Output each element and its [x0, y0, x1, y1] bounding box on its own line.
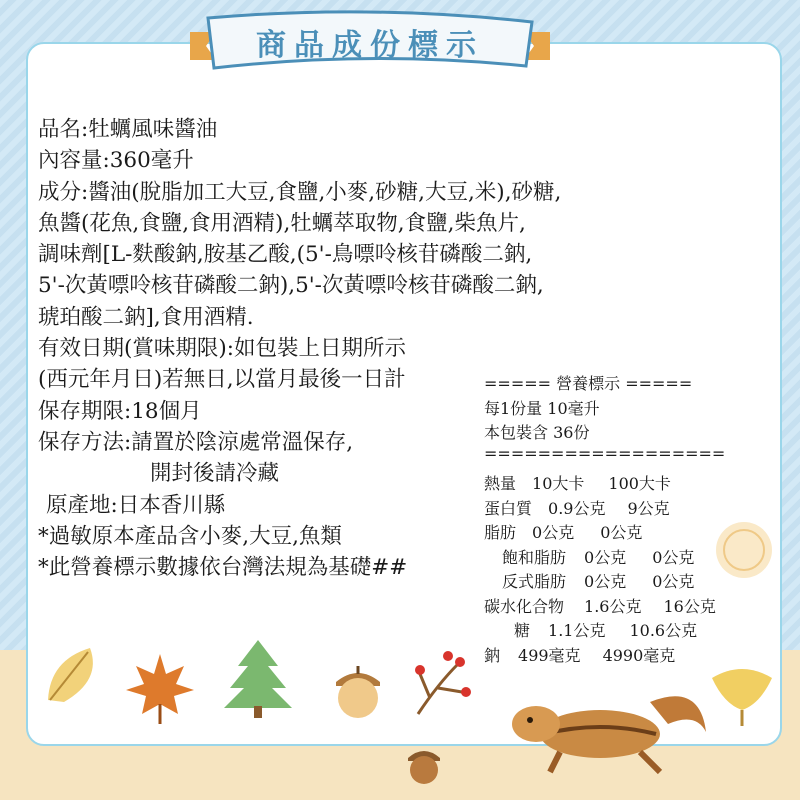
ingredients-line: 成分:醬油(脫脂加工大豆,食鹽,小麥,砂糖,大豆,米),砂糖,	[38, 179, 562, 205]
nutrition-row: 鈉 499毫克 4990毫克	[484, 645, 676, 665]
origin-line: 原產地:日本香川縣	[46, 492, 226, 518]
maple-leaf-icon	[122, 650, 198, 726]
nutrition-row: 飽和脂肪 0公克 0公克	[502, 547, 695, 567]
nutrition-row: 反式脂肪 0公克 0公克	[502, 572, 695, 591]
nutrition-row: 蛋白質 0.9公克 9公克	[484, 498, 670, 518]
allergen-line: *過敏原本產品含小麥,大豆,魚類	[38, 523, 342, 549]
nutrition-divider: ==================	[484, 443, 726, 463]
expiry-line: 有效日期(賞味期限):如包裝上日期所示	[38, 336, 407, 362]
serving-size: 每1份量 10毫升	[484, 398, 600, 418]
berry-branch-icon	[408, 644, 478, 724]
storage-line: 開封後請冷藏	[150, 461, 280, 487]
nutrition-row: 碳水化合物 1.6公克 16公克	[484, 596, 716, 616]
nutrition-header: ===== 營養標示 =====	[484, 374, 693, 393]
expiry-line: (西元年月日)若無日,以當月最後一日計	[38, 367, 406, 393]
nutrition-row: 糖 1.1公克 10.6公克	[514, 621, 698, 640]
nutrition-row: 熱量 10大卡 100大卡	[484, 474, 671, 493]
chipmunk-icon	[500, 672, 710, 782]
ingredients-line: 琥珀酸二鈉],食用酒精.	[38, 304, 254, 330]
banner-title: 商品成份標示	[256, 28, 484, 63]
orange-slice-icon	[712, 518, 776, 582]
acorn-icon	[330, 660, 386, 720]
storage-line: 保存方法:請置於陰涼處常溫保存,	[38, 429, 354, 455]
servings-per-pack: 本包裝含 36份	[484, 423, 590, 442]
ingredients-line: 魚醬(花魚,食鹽,食用酒精),牡蠣萃取物,食鹽,柴魚片,	[38, 210, 526, 236]
title-ribbon	[190, 10, 550, 76]
ingredients-line: 調味劑[L-麩酸鈉,胺基乙酸,(5'-鳥嘌呤核苷磷酸二鈉,	[38, 242, 533, 268]
nutrition-row: 脂肪 0公克 0公克	[484, 523, 643, 542]
product-name-line: 品名:牡蠣風味醬油	[38, 117, 218, 142]
ginkgo-leaf-icon	[706, 664, 776, 728]
volume-line: 內容量:360毫升	[38, 148, 194, 174]
tree-icon	[222, 636, 294, 718]
shelf-life-line: 保存期限:18個月	[38, 398, 202, 424]
nutrition-note-line: *此營養標示數據依台灣法規為基礎##	[38, 555, 408, 581]
acorn-small-icon	[404, 742, 444, 786]
yellow-leaf-icon	[40, 640, 110, 710]
ingredients-line: 5'-次黃嘌呤核苷磷酸二鈉),5'-次黃嘌呤核苷磷酸二鈉,	[38, 273, 544, 299]
